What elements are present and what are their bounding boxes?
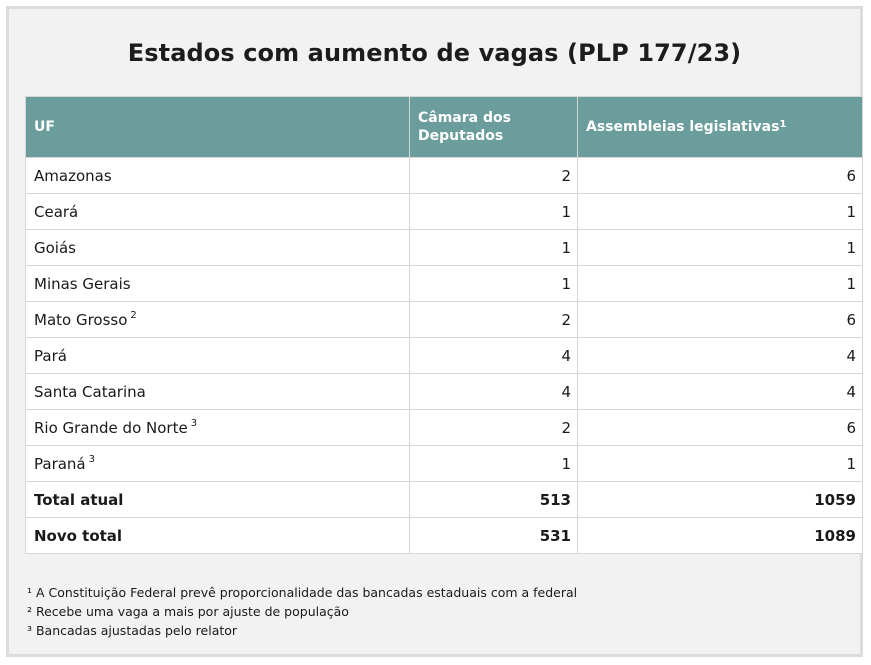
cell-uf [26, 374, 410, 410]
table-row [26, 158, 863, 194]
cell-total-assembleias: 1059 [578, 482, 863, 518]
table-row [26, 446, 863, 482]
cell-assembleias: 1 [578, 266, 863, 302]
column-header-assembleias [578, 97, 863, 158]
cell-camara: 1 [410, 446, 578, 482]
table-row [26, 230, 863, 266]
cell-camara: 4 [410, 338, 578, 374]
footnote-2: ² Recebe uma vaga a mais por ajuste de população [27, 604, 349, 619]
cell-camara: 2 [410, 410, 578, 446]
footnote-marker: 1 [779, 119, 787, 130]
table-row [26, 194, 863, 230]
footnote-marker: 3 [88, 453, 95, 465]
state-name: Minas Gerais [34, 274, 131, 293]
footnote-3: ³ Bancadas ajustadas pelo relator [27, 623, 238, 638]
cell-assembleias: 4 [578, 374, 863, 410]
cell-total-label: Novo total [26, 518, 410, 554]
total-row [26, 518, 863, 554]
cell-uf [26, 338, 410, 374]
state-name: Ceará [34, 202, 79, 221]
cell-assembleias: 6 [578, 302, 863, 338]
cell-uf [26, 194, 410, 230]
column-header-assembleias-label: Assembleias legislativas [586, 119, 780, 135]
state-name: Mato Grosso [34, 310, 128, 329]
cell-total-camara: 531 [410, 518, 578, 554]
cell-uf [26, 266, 410, 302]
footnote-1: ¹ A Constituição Federal prevê proporcionalidade das bancadas estaduais com a federal [27, 585, 578, 600]
column-header-camara-label: Câmara dos Deputados [418, 110, 511, 144]
cell-camara: 2 [410, 158, 578, 194]
cell-camara: 2 [410, 302, 578, 338]
cell-uf [26, 230, 410, 266]
column-header-camara [410, 97, 578, 158]
cell-total-label: Total atual [26, 482, 410, 518]
cell-uf [26, 446, 410, 482]
chart-title: Estados com aumento de vagas (PLP 177/23) [127, 39, 742, 67]
cell-assembleias: 4 [578, 338, 863, 374]
vagas-table [25, 96, 863, 554]
cell-camara: 1 [410, 266, 578, 302]
state-name: Santa Catarina [34, 382, 146, 401]
table-row [26, 410, 863, 446]
state-name: Paraná [34, 454, 86, 473]
cell-uf [26, 410, 410, 446]
table-row [26, 302, 863, 338]
footnotes [27, 583, 577, 640]
cell-assembleias: 6 [578, 410, 863, 446]
cell-total-camara: 513 [410, 482, 578, 518]
cell-assembleias: 1 [578, 230, 863, 266]
total-row [26, 482, 863, 518]
cell-uf [26, 302, 410, 338]
footnote-marker: 2 [130, 309, 137, 321]
cell-assembleias: 1 [578, 446, 863, 482]
table-header-row [26, 97, 863, 158]
table-row [26, 338, 863, 374]
cell-camara: 4 [410, 374, 578, 410]
column-header-uf-label: UF [34, 119, 55, 135]
state-name: Rio Grande do Norte [34, 418, 188, 437]
cell-camara: 1 [410, 194, 578, 230]
cell-assembleias: 6 [578, 158, 863, 194]
cell-total-assembleias: 1089 [578, 518, 863, 554]
cell-assembleias: 1 [578, 194, 863, 230]
column-header-uf [26, 97, 410, 158]
state-name: Amazonas [34, 166, 112, 185]
cell-camara: 1 [410, 230, 578, 266]
cell-uf [26, 158, 410, 194]
state-name: Goiás [34, 238, 76, 257]
table-row [26, 374, 863, 410]
infographic-frame [6, 6, 863, 657]
table-row [26, 266, 863, 302]
state-name: Pará [34, 346, 67, 365]
footnote-marker: 3 [190, 417, 198, 429]
